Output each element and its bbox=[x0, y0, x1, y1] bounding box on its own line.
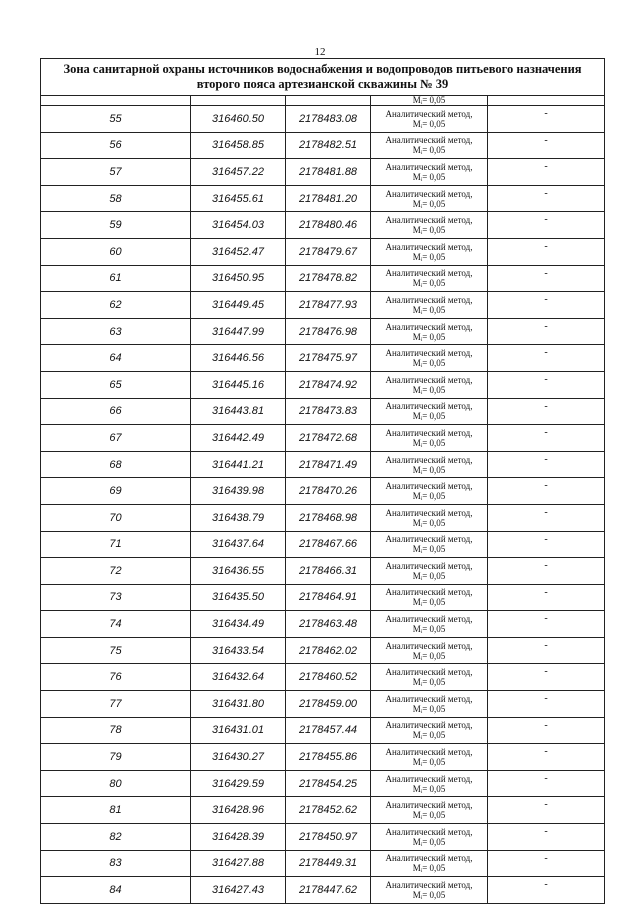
method-text: Аналитический метод, bbox=[385, 401, 473, 412]
y-coordinate-cell: 2178476.98 bbox=[286, 318, 371, 345]
continued-y-cell bbox=[286, 96, 371, 106]
method-cell bbox=[371, 850, 488, 877]
x-coordinate-cell: 316447.99 bbox=[191, 318, 286, 345]
note-cell: - bbox=[488, 584, 605, 611]
table-row bbox=[41, 637, 605, 664]
accuracy-text: Mᵢ= 0,05 bbox=[412, 491, 446, 502]
accuracy-text: Mᵢ= 0,05 bbox=[412, 597, 446, 608]
continued-num-cell bbox=[41, 96, 191, 106]
method-text: Аналитический метод, bbox=[385, 640, 473, 651]
point-number-cell: 55 bbox=[41, 106, 191, 133]
method-cell bbox=[371, 531, 488, 558]
table-row bbox=[41, 584, 605, 611]
point-number-cell: 77 bbox=[41, 691, 191, 718]
method-text: Аналитический метод, bbox=[385, 427, 473, 438]
accuracy-text: Mᵢ= 0,05 bbox=[412, 118, 446, 129]
accuracy-text: Mᵢ= 0,05 bbox=[412, 145, 446, 156]
table-body bbox=[41, 59, 605, 904]
table-row bbox=[41, 398, 605, 425]
y-coordinate-cell: 2178473.83 bbox=[286, 398, 371, 425]
accuracy-text: Mᵢ= 0,05 bbox=[412, 251, 446, 262]
point-number-cell: 81 bbox=[41, 797, 191, 824]
note-cell: - bbox=[488, 398, 605, 425]
method-text: Аналитический метод, bbox=[385, 773, 473, 784]
method-cell bbox=[371, 425, 488, 452]
x-coordinate-cell: 316432.64 bbox=[191, 664, 286, 691]
x-coordinate-cell: 316454.03 bbox=[191, 212, 286, 239]
method-cell bbox=[371, 691, 488, 718]
x-coordinate-cell: 316442.49 bbox=[191, 425, 286, 452]
point-number-cell: 62 bbox=[41, 292, 191, 319]
method-cell bbox=[371, 371, 488, 398]
method-text: Аналитический метод, bbox=[385, 321, 473, 332]
table-title-line-2: второго пояса артезианской скважины № 39 bbox=[196, 77, 449, 91]
y-coordinate-cell: 2178471.49 bbox=[286, 451, 371, 478]
method-text: Аналитический метод, bbox=[385, 826, 473, 837]
point-number-cell: 74 bbox=[41, 611, 191, 638]
y-coordinate-cell: 2178472.68 bbox=[286, 425, 371, 452]
note-cell: - bbox=[488, 531, 605, 558]
accuracy-text: Mᵢ= 0,05 bbox=[412, 384, 446, 395]
continued-note-cell bbox=[488, 96, 605, 106]
x-coordinate-cell: 316437.64 bbox=[191, 531, 286, 558]
x-coordinate-cell: 316452.47 bbox=[191, 238, 286, 265]
point-number-cell: 70 bbox=[41, 504, 191, 531]
point-number-cell: 71 bbox=[41, 531, 191, 558]
accuracy-text: Mᵢ= 0,05 bbox=[412, 650, 446, 661]
method-cell bbox=[371, 132, 488, 159]
method-cell bbox=[371, 106, 488, 133]
method-text: Аналитический метод, bbox=[385, 587, 473, 598]
note-cell: - bbox=[488, 558, 605, 585]
y-coordinate-cell: 2178447.62 bbox=[286, 877, 371, 904]
table-row bbox=[41, 371, 605, 398]
x-coordinate-cell: 316430.27 bbox=[191, 744, 286, 771]
point-number-cell: 63 bbox=[41, 318, 191, 345]
method-text: Аналитический метод, bbox=[385, 747, 473, 758]
accuracy-text: Mᵢ= 0,05 bbox=[412, 677, 446, 688]
table-title-row bbox=[41, 59, 605, 96]
x-coordinate-cell: 316439.98 bbox=[191, 478, 286, 505]
point-number-cell: 84 bbox=[41, 877, 191, 904]
y-coordinate-cell: 2178452.62 bbox=[286, 797, 371, 824]
accuracy-text: Mᵢ= 0,05 bbox=[412, 783, 446, 794]
point-number-cell: 67 bbox=[41, 425, 191, 452]
method-text: Аналитический метод, bbox=[385, 135, 473, 146]
method-text: Аналитический метод, bbox=[385, 241, 473, 252]
table-row bbox=[41, 664, 605, 691]
accuracy-text: Mᵢ= 0,05 bbox=[412, 411, 446, 422]
accuracy-text: Mᵢ= 0,05 bbox=[412, 171, 446, 182]
point-number-cell: 68 bbox=[41, 451, 191, 478]
y-coordinate-cell: 2178464.91 bbox=[286, 584, 371, 611]
method-cell bbox=[371, 185, 488, 212]
accuracy-text: Mᵢ= 0,05 bbox=[412, 358, 446, 369]
method-cell bbox=[371, 558, 488, 585]
note-cell: - bbox=[488, 717, 605, 744]
point-number-cell: 76 bbox=[41, 664, 191, 691]
method-cell bbox=[371, 877, 488, 904]
point-number-cell: 82 bbox=[41, 824, 191, 851]
x-coordinate-cell: 316441.21 bbox=[191, 451, 286, 478]
note-cell: - bbox=[488, 611, 605, 638]
y-coordinate-cell: 2178481.20 bbox=[286, 185, 371, 212]
y-coordinate-cell: 2178457.44 bbox=[286, 717, 371, 744]
method-cell bbox=[371, 212, 488, 239]
x-coordinate-cell: 316427.88 bbox=[191, 850, 286, 877]
y-coordinate-cell: 2178467.66 bbox=[286, 531, 371, 558]
note-cell: - bbox=[488, 185, 605, 212]
table-row bbox=[41, 611, 605, 638]
x-coordinate-cell: 316457.22 bbox=[191, 159, 286, 186]
x-coordinate-cell: 316455.61 bbox=[191, 185, 286, 212]
y-coordinate-cell: 2178449.31 bbox=[286, 850, 371, 877]
point-number-cell: 59 bbox=[41, 212, 191, 239]
accuracy-text: Mᵢ= 0,05 bbox=[412, 863, 446, 874]
note-cell: - bbox=[488, 824, 605, 851]
table-row bbox=[41, 770, 605, 797]
method-cell bbox=[371, 318, 488, 345]
y-coordinate-cell: 2178481.88 bbox=[286, 159, 371, 186]
table-row bbox=[41, 478, 605, 505]
continued-x-cell bbox=[191, 96, 286, 106]
table-row bbox=[41, 451, 605, 478]
note-cell: - bbox=[488, 797, 605, 824]
method-text: Аналитический метод, bbox=[385, 853, 473, 864]
x-coordinate-cell: 316429.59 bbox=[191, 770, 286, 797]
method-cell bbox=[371, 292, 488, 319]
method-cell bbox=[371, 478, 488, 505]
method-text: Аналитический метод, bbox=[385, 667, 473, 678]
table-title-line-1: Зона санитарной охраны источников водоснабжения и водопроводов питьевого назначения bbox=[63, 62, 582, 76]
method-text: Аналитический метод, bbox=[385, 348, 473, 359]
accuracy-text: Mᵢ= 0,05 bbox=[412, 278, 446, 289]
x-coordinate-cell: 316445.16 bbox=[191, 371, 286, 398]
table-row bbox=[41, 717, 605, 744]
point-number-cell: 58 bbox=[41, 185, 191, 212]
table-row bbox=[41, 238, 605, 265]
y-coordinate-cell: 2178482.51 bbox=[286, 132, 371, 159]
accuracy-text: Mᵢ= 0,05 bbox=[412, 810, 446, 821]
table-row bbox=[41, 292, 605, 319]
note-cell: - bbox=[488, 478, 605, 505]
x-coordinate-cell: 316446.56 bbox=[191, 345, 286, 372]
note-cell: - bbox=[488, 292, 605, 319]
x-coordinate-cell: 316443.81 bbox=[191, 398, 286, 425]
y-coordinate-cell: 2178462.02 bbox=[286, 637, 371, 664]
note-cell: - bbox=[488, 159, 605, 186]
method-text: Аналитический метод, bbox=[385, 481, 473, 492]
method-cell bbox=[371, 664, 488, 691]
note-cell: - bbox=[488, 425, 605, 452]
note-cell: - bbox=[488, 637, 605, 664]
accuracy-text: Mᵢ= 0,05 bbox=[412, 225, 446, 236]
y-coordinate-cell: 2178474.92 bbox=[286, 371, 371, 398]
accuracy-text: Mᵢ= 0,05 bbox=[412, 624, 446, 635]
method-text: Аналитический метод, bbox=[385, 507, 473, 518]
point-number-cell: 60 bbox=[41, 238, 191, 265]
point-number-cell: 72 bbox=[41, 558, 191, 585]
note-cell: - bbox=[488, 212, 605, 239]
y-coordinate-cell: 2178468.98 bbox=[286, 504, 371, 531]
method-cell bbox=[371, 398, 488, 425]
method-text: Аналитический метод, bbox=[385, 614, 473, 625]
table-row bbox=[41, 106, 605, 133]
method-cell bbox=[371, 159, 488, 186]
x-coordinate-cell: 316436.55 bbox=[191, 558, 286, 585]
note-cell: - bbox=[488, 451, 605, 478]
y-coordinate-cell: 2178463.48 bbox=[286, 611, 371, 638]
table-row bbox=[41, 265, 605, 292]
note-cell: - bbox=[488, 132, 605, 159]
x-coordinate-cell: 316458.85 bbox=[191, 132, 286, 159]
y-coordinate-cell: 2178454.25 bbox=[286, 770, 371, 797]
table-row bbox=[41, 212, 605, 239]
x-coordinate-cell: 316433.54 bbox=[191, 637, 286, 664]
accuracy-text: Mᵢ= 0,05 bbox=[412, 757, 446, 768]
accuracy-text: Mᵢ= 0,05 bbox=[412, 331, 446, 342]
coordinates-table bbox=[40, 58, 605, 904]
table-title bbox=[41, 59, 605, 96]
table-row bbox=[41, 185, 605, 212]
note-cell: - bbox=[488, 691, 605, 718]
y-coordinate-cell: 2178475.97 bbox=[286, 345, 371, 372]
point-number-cell: 61 bbox=[41, 265, 191, 292]
note-cell: - bbox=[488, 265, 605, 292]
method-text: Аналитический метод, bbox=[385, 800, 473, 811]
method-cell bbox=[371, 345, 488, 372]
point-number-cell: 65 bbox=[41, 371, 191, 398]
accuracy-text: Mᵢ= 0,05 bbox=[412, 517, 446, 528]
y-coordinate-cell: 2178466.31 bbox=[286, 558, 371, 585]
method-cell bbox=[371, 770, 488, 797]
method-text: Аналитический метод, bbox=[385, 294, 473, 305]
method-text: Аналитический метод, bbox=[385, 108, 473, 119]
accuracy-text: Mᵢ= 0,05 bbox=[412, 703, 446, 714]
table-row bbox=[41, 159, 605, 186]
y-coordinate-cell: 2178450.97 bbox=[286, 824, 371, 851]
page-number: 12 bbox=[314, 46, 326, 58]
table-row bbox=[41, 797, 605, 824]
y-coordinate-cell: 2178455.86 bbox=[286, 744, 371, 771]
accuracy-text: Mᵢ= 0,05 bbox=[412, 304, 446, 315]
note-cell: - bbox=[488, 106, 605, 133]
x-coordinate-cell: 316434.49 bbox=[191, 611, 286, 638]
continued-method-cell: Mᵢ= 0,05 bbox=[371, 96, 488, 106]
y-coordinate-cell: 2178459.00 bbox=[286, 691, 371, 718]
x-coordinate-cell: 316427.43 bbox=[191, 877, 286, 904]
y-coordinate-cell: 2178479.67 bbox=[286, 238, 371, 265]
table-row bbox=[41, 877, 605, 904]
note-cell: - bbox=[488, 371, 605, 398]
table-row bbox=[41, 824, 605, 851]
note-cell: - bbox=[488, 850, 605, 877]
accuracy-text: Mᵢ= 0,05 bbox=[412, 464, 446, 475]
y-coordinate-cell: 2178480.46 bbox=[286, 212, 371, 239]
note-cell: - bbox=[488, 345, 605, 372]
y-coordinate-cell: 2178483.08 bbox=[286, 106, 371, 133]
point-number-cell: 83 bbox=[41, 850, 191, 877]
point-number-cell: 57 bbox=[41, 159, 191, 186]
method-cell bbox=[371, 744, 488, 771]
method-cell bbox=[371, 717, 488, 744]
note-cell: - bbox=[488, 664, 605, 691]
table-row bbox=[41, 132, 605, 159]
x-coordinate-cell: 316449.45 bbox=[191, 292, 286, 319]
note-cell: - bbox=[488, 744, 605, 771]
x-coordinate-cell: 316428.96 bbox=[191, 797, 286, 824]
table-row bbox=[41, 691, 605, 718]
table-row bbox=[41, 318, 605, 345]
point-number-cell: 56 bbox=[41, 132, 191, 159]
y-coordinate-cell: 2178477.93 bbox=[286, 292, 371, 319]
x-coordinate-cell: 316428.39 bbox=[191, 824, 286, 851]
accuracy-text: Mᵢ= 0,05 bbox=[412, 570, 446, 581]
x-coordinate-cell: 316431.01 bbox=[191, 717, 286, 744]
accuracy-text: Mᵢ= 0,05 bbox=[412, 544, 446, 555]
method-text: Аналитический метод, bbox=[385, 188, 473, 199]
x-coordinate-cell: 316435.50 bbox=[191, 584, 286, 611]
method-text: Аналитический метод, bbox=[385, 454, 473, 465]
method-text: Аналитический метод, bbox=[385, 720, 473, 731]
point-number-cell: 80 bbox=[41, 770, 191, 797]
point-number-cell: 64 bbox=[41, 345, 191, 372]
method-text: Аналитический метод, bbox=[385, 374, 473, 385]
method-cell bbox=[371, 824, 488, 851]
accuracy-text: Mᵢ= 0,05 bbox=[412, 890, 446, 901]
accuracy-text: Mᵢ= 0,05 bbox=[412, 437, 446, 448]
table-row bbox=[41, 850, 605, 877]
accuracy-text: Mᵢ= 0,05 bbox=[412, 836, 446, 847]
accuracy-text: Mᵢ= 0,05 bbox=[412, 730, 446, 741]
method-cell bbox=[371, 637, 488, 664]
point-number-cell: 75 bbox=[41, 637, 191, 664]
method-cell bbox=[371, 504, 488, 531]
y-coordinate-cell: 2178470.26 bbox=[286, 478, 371, 505]
table-row bbox=[41, 345, 605, 372]
method-cell bbox=[371, 611, 488, 638]
point-number-cell: 66 bbox=[41, 398, 191, 425]
note-cell: - bbox=[488, 318, 605, 345]
method-cell bbox=[371, 265, 488, 292]
note-cell: - bbox=[488, 770, 605, 797]
note-cell: - bbox=[488, 238, 605, 265]
x-coordinate-cell: 316450.95 bbox=[191, 265, 286, 292]
table-row bbox=[41, 425, 605, 452]
method-text: Аналитический метод, bbox=[385, 534, 473, 545]
x-coordinate-cell: 316460.50 bbox=[191, 106, 286, 133]
table-row bbox=[41, 558, 605, 585]
method-text: Аналитический метод, bbox=[385, 880, 473, 891]
method-text: Аналитический метод, bbox=[385, 161, 473, 172]
method-text: Аналитический метод, bbox=[385, 215, 473, 226]
table-row bbox=[41, 744, 605, 771]
y-coordinate-cell: 2178460.52 bbox=[286, 664, 371, 691]
point-number-cell: 79 bbox=[41, 744, 191, 771]
note-cell: - bbox=[488, 877, 605, 904]
method-cell bbox=[371, 584, 488, 611]
table-row bbox=[41, 531, 605, 558]
x-coordinate-cell: 316438.79 bbox=[191, 504, 286, 531]
method-cell bbox=[371, 451, 488, 478]
method-text: Аналитический метод, bbox=[385, 560, 473, 571]
point-number-cell: 78 bbox=[41, 717, 191, 744]
note-cell: - bbox=[488, 504, 605, 531]
method-text: Аналитический метод, bbox=[385, 268, 473, 279]
point-number-cell: 69 bbox=[41, 478, 191, 505]
y-coordinate-cell: 2178478.82 bbox=[286, 265, 371, 292]
table-row bbox=[41, 504, 605, 531]
method-cell bbox=[371, 797, 488, 824]
continued-row bbox=[41, 96, 605, 106]
method-text: Аналитический метод, bbox=[385, 693, 473, 704]
accuracy-text: Mᵢ= 0,05 bbox=[412, 198, 446, 209]
method-cell bbox=[371, 238, 488, 265]
x-coordinate-cell: 316431.80 bbox=[191, 691, 286, 718]
point-number-cell: 73 bbox=[41, 584, 191, 611]
